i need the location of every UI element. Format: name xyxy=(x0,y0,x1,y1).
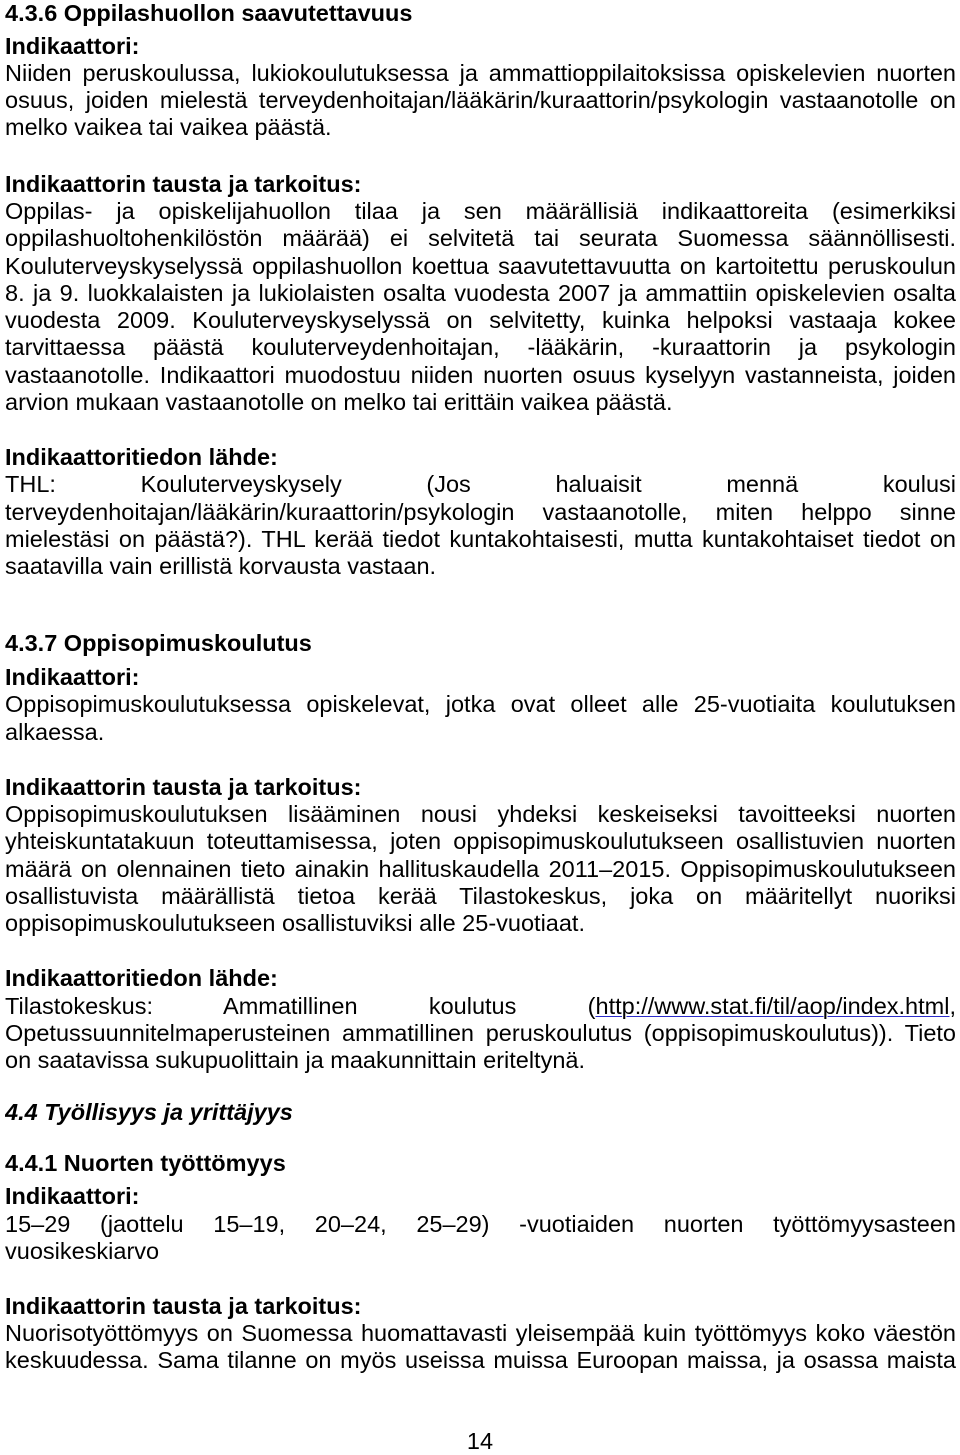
source-text: Tilastokeskus: Ammatillinen koulutus ( xyxy=(5,993,596,1019)
background-text-line: Oppisopimuskoulutuksen lisääminen nousi yhdeksi keskeiseksi tavoitteeksi nuorten xyxy=(5,801,956,827)
background-text-line: määrä on olennainen tieto ainakin hallituskaudella 2011–2015. Oppisopimuskoulutukseen xyxy=(5,856,956,882)
background-label: Indikaattorin tausta ja tarkoitus: xyxy=(5,171,362,197)
source-text-line: THL: Kouluterveyskysely (Jos haluaisit mennä koulusi xyxy=(5,471,956,497)
background-text-line: Kouluterveyskyselyssä oppilashuollon koettua saavutettavuutta on kartoitettu peruskoulun xyxy=(5,253,956,279)
page-number: 14 xyxy=(466,1428,494,1454)
source-link[interactable]: http://www.stat.fi/til/aop/index.html xyxy=(595,993,950,1019)
background-text-line: oppisopimuskoulutukseen osallistuviksi alle 25-vuotiaat. xyxy=(5,910,585,936)
indicator-text-line: 15–29 (jaottelu 15–19, 20–24, 25–29) -vuotiaiden nuorten työttömyysasteen xyxy=(5,1211,956,1237)
background-text-line: Nuorisotyöttömyys on Suomessa huomattavasti yleisempää kuin työttömyys koko väestön xyxy=(5,1320,956,1346)
section-heading: 4.4.1 Nuorten työttömyys xyxy=(5,1150,286,1176)
background-text-line: arvion mukaan vastaanotolle on melko tai erittäin vaikea päästä. xyxy=(5,389,673,415)
background-text-line: keskuudessa. Sama tilanne on myös useissa muissa Euroopan maissa, ja osassa maista xyxy=(5,1347,956,1373)
source-text-line: saatavilla vain erillistä korvausta vastaan. xyxy=(5,553,437,579)
background-text-line: Oppilas- ja opiskelijahuollon tilaa ja sen määrällisiä indikaattoreita (esimerkiksi xyxy=(5,198,956,224)
source-text: , xyxy=(949,993,956,1019)
background-label: Indikaattorin tausta ja tarkoitus: xyxy=(5,774,362,800)
section-heading: 4.3.7 Oppisopimuskoulutus xyxy=(5,630,312,656)
background-label: Indikaattorin tausta ja tarkoitus: xyxy=(5,1293,362,1319)
source-text-line: on saatavissa sukupuolittain ja maakunnittain eriteltynä. xyxy=(5,1047,586,1073)
indicator-label: Indikaattori: xyxy=(5,1183,140,1209)
section-heading: 4.4 Työllisyys ja yrittäjyys xyxy=(5,1099,293,1125)
source-label: Indikaattoritiedon lähde: xyxy=(5,965,278,991)
background-text-line: vuodesta 2009. Kouluterveyskyselyssä on selvitetty, kuinka helpoksi vastaaja kokee xyxy=(5,307,956,333)
source-text-line: mielestäsi on päästä?). THL kerää tiedot kuntakohtaisesti, mutta kuntakohtaiset tiedot on xyxy=(5,526,956,552)
background-text-line: yhteiskuntatakuun toteuttamisessa, joten oppisopimuskoulutukseen osallistuvien nuorten xyxy=(5,828,956,854)
section-heading: 4.3.6 Oppilashuollon saavutettavuus xyxy=(5,0,413,26)
indicator-text-line: Oppisopimuskoulutuksessa opiskelevat, jotka ovat olleet alle 25-vuotiaita koulutuksen xyxy=(5,691,956,717)
indicator-text-line: Niiden peruskoulussa, lukiokoulutuksessa ja ammattioppilaitoksissa opiskelevien nuorten xyxy=(5,60,956,86)
background-text-line: osallistuvista määrällistä tietoa kerää Tilastokeskus, joka on määritellyt nuoriksi xyxy=(5,883,956,909)
indicator-label: Indikaattori: xyxy=(5,664,140,690)
background-text-line: oppilashuoltohenkilöstön määrää) ei selvitetä tai seurata Suomessa säännöllisesti. xyxy=(5,225,956,251)
indicator-text-line: osuus, joiden mielestä terveydenhoitajan/lääkärin/kuraattorin/psykologin vastaanotolle on xyxy=(5,87,956,113)
source-text-line: Opetussuunnitelmaperusteinen ammatillinen peruskoulutus (oppisopimuskoulutus)). Tieto xyxy=(5,1020,956,1046)
background-text-line: tarvittaessa päästä kouluterveydenhoitajan, -lääkärin, -kuraattorin ja psykologin xyxy=(5,334,956,360)
indicator-text-line: vuosikeskiarvo xyxy=(5,1238,160,1264)
background-text-line: vastaanotolle. Indikaattori muodostuu niiden nuorten osuus kyselyyn vastanneista, joiden xyxy=(5,362,956,388)
indicator-text-line: alkaessa. xyxy=(5,719,105,745)
indicator-text-line: melko vaikea tai vaikea päästä. xyxy=(5,114,332,140)
background-text-line: 8. ja 9. luokkalaisten ja lukiolaisten osalta vuodesta 2007 ja ammattiin opiskelevien osalta xyxy=(5,280,956,306)
source-label: Indikaattoritiedon lähde: xyxy=(5,444,278,470)
source-text-line: terveydenhoitajan/lääkärin/kuraattorin/psykologin vastaanotolle, miten helppo sinne xyxy=(5,499,956,525)
indicator-label: Indikaattori: xyxy=(5,33,140,59)
source-text-line xyxy=(5,993,956,1020)
